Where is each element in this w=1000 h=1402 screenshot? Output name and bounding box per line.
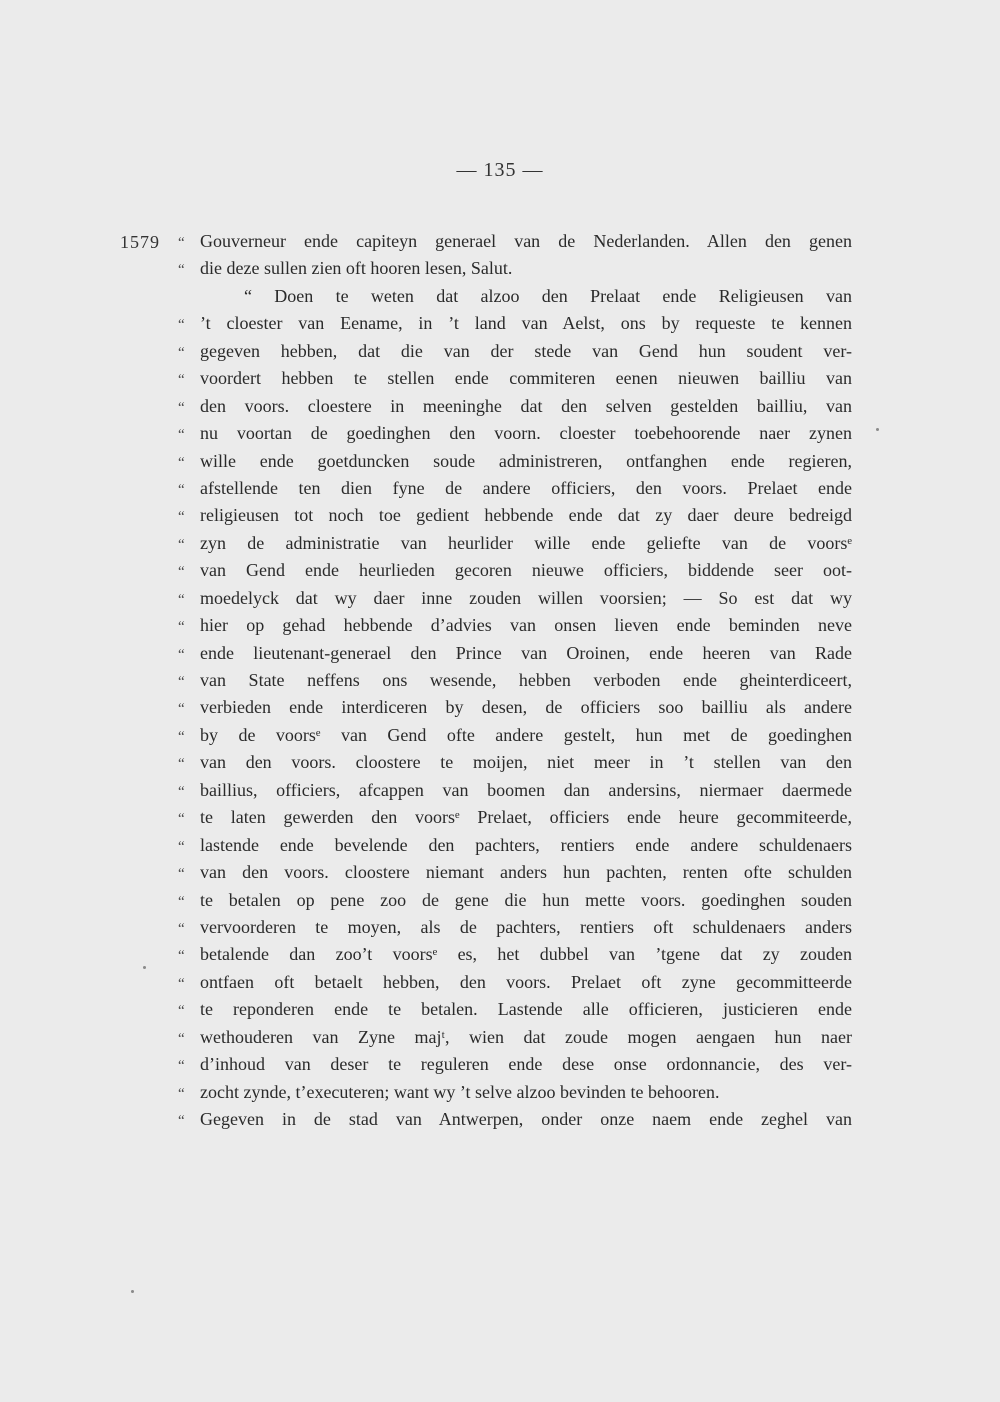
line-text: van Gend ende heurlieden gecoren nieuwe officiers, biddende seer oot-	[200, 560, 852, 581]
text-line	[178, 1106, 852, 1133]
text-line	[178, 996, 852, 1023]
line-quote-mark: “	[178, 619, 185, 636]
line-quote-mark: “	[178, 728, 185, 745]
line-quote-mark: “	[178, 399, 185, 416]
document-body	[178, 228, 852, 1133]
text-line	[178, 228, 852, 255]
line-text: van State neffens ons wesende, hebben verboden ende gheinterdiceert,	[200, 670, 852, 690]
line-quote-mark: “	[178, 701, 185, 718]
line-text: wille ende goetduncken soude administreren, ontfanghen ende regieren,	[200, 450, 852, 471]
line-text: “ Doen te weten dat alzoo den Prelaat ende Religieusen van	[244, 285, 852, 306]
line-quote-mark: “	[178, 344, 185, 361]
line-text: te betalen op pene zoo de gene die hun mette voors. goedinghen souden	[200, 889, 852, 910]
line-text: religieusen tot noch toe gedient hebbende ende dat zy daer deure bedreigd	[200, 505, 852, 526]
line-text: voordert hebben te stellen ende commiteren eenen nieuwen bailliu van	[200, 368, 852, 389]
line-text: baillius, officiers, afcappen van boomen dan andersins, niermaer daermede	[200, 779, 852, 800]
text-line	[178, 1079, 852, 1106]
text-line	[178, 338, 852, 365]
line-text: van den voors. cloostere niemant anders hun pachten, renten ofte schulden	[200, 862, 852, 883]
line-text: by de voorsᵉ van Gend ofte andere gestelt, hun met de goedinghen	[200, 724, 852, 745]
line-quote-mark: “	[178, 564, 185, 581]
text-line	[178, 777, 852, 804]
line-quote-mark: “	[178, 262, 185, 279]
text-line	[178, 832, 852, 859]
text-line	[178, 393, 852, 420]
line-quote-mark: “	[178, 811, 185, 828]
text-line	[178, 667, 852, 694]
line-text: verbieden ende interdiceren by desen, de officiers soo bailliu als andere	[200, 697, 852, 718]
line-text: ende lieutenant-generael den Prince van Oroinen, ende heeren van Rade	[200, 642, 852, 663]
text-line	[178, 475, 852, 502]
text-line	[178, 887, 852, 914]
line-text: hier op gehad hebbende d’advies van onsen lieven ende beminden neve	[200, 615, 852, 636]
line-text: lastende ende bevelende den pachters, rentiers ende andere schuldenaers	[200, 834, 852, 855]
text-line	[178, 612, 852, 639]
text-line	[178, 969, 852, 996]
text-line	[178, 722, 852, 749]
text-line	[178, 804, 852, 831]
text-line	[178, 530, 852, 557]
line-quote-mark: “	[178, 536, 185, 553]
line-text: Gouverneur ende capiteyn generael van de Nederlanden. Allen den genen	[200, 231, 852, 251]
line-quote-mark: “	[178, 1030, 185, 1047]
text-line	[178, 859, 852, 886]
line-text: ontfaen oft betaelt hebben, den voors. Prelaet oft zyne gecommitteerde	[200, 971, 852, 992]
line-quote-mark: “	[178, 756, 185, 773]
line-text: zyn de administratie van heurlider wille ende geliefte van de voorsᵉ	[200, 532, 852, 553]
text-line	[178, 1024, 852, 1051]
line-quote-mark: “	[178, 1085, 185, 1102]
text-line	[178, 310, 852, 337]
line-quote-mark: “	[178, 509, 185, 526]
paper-speck	[131, 1290, 134, 1293]
line-quote-mark: “	[178, 920, 185, 937]
text-line	[178, 283, 852, 310]
text-line	[178, 365, 852, 392]
text-line	[178, 941, 852, 968]
page-number: — 135 —	[456, 159, 544, 181]
line-text: die deze sullen zien oft hooren lesen, Salut.	[200, 258, 513, 279]
line-quote-mark: “	[178, 427, 185, 444]
text-line	[178, 502, 852, 529]
line-quote-mark: “	[178, 1058, 185, 1075]
line-text: van den voors. cloostere te moijen, niet meer in ’t stellen van den	[200, 752, 852, 773]
text-line	[178, 255, 852, 282]
text-line	[178, 1051, 852, 1078]
line-text: wethouderen van Zyne majᵗ, wien dat zoude mogen aengaen hun naer	[200, 1026, 852, 1047]
line-text: Gegeven in de stad van Antwerpen, onder onze naem ende zeghel van	[200, 1109, 852, 1129]
line-text: gegeven hebben, dat die van der stede van Gend hun soudent ver-	[200, 340, 852, 361]
line-quote-mark: “	[178, 591, 185, 608]
line-text: nu voortan de goedinghen den voorn. cloester toebehoorende naer zynen	[200, 423, 852, 444]
line-quote-mark: “	[178, 866, 185, 883]
line-text: den voors. cloestere in meeninghe dat den selven gestelden bailliu, van	[200, 395, 852, 416]
line-text: afstellende ten dien fyne de andere officiers, den voors. Prelaet ende	[200, 477, 852, 498]
line-quote-mark: “	[178, 317, 185, 334]
margin-year: 1579	[120, 232, 160, 252]
line-quote-mark: “	[178, 372, 185, 389]
line-text: betalende dan zoo’t voorsᵉ es, het dubbel van ’tgene dat zy zouden	[200, 944, 852, 965]
line-quote-mark: “	[178, 481, 185, 498]
line-quote-mark: “	[178, 893, 185, 910]
text-line	[178, 585, 852, 612]
line-quote-mark: “	[178, 838, 185, 855]
line-text: te reponderen ende te betalen. Lastende alle officieren, justicieren ende	[200, 999, 852, 1020]
line-quote-mark: “	[178, 1003, 185, 1020]
paper-speck	[876, 428, 879, 431]
line-quote-mark: “	[178, 235, 185, 251]
line-text: vervoorderen te moyen, als de pachters, rentiers oft schuldenaers anders	[200, 916, 852, 937]
text-line	[178, 557, 852, 584]
line-text: ’t cloester van Eename, in ’t land van Aelst, ons by requeste te kennen	[200, 313, 852, 334]
line-quote-mark: “	[178, 783, 185, 800]
line-quote-mark: “	[178, 646, 185, 663]
text-line	[178, 749, 852, 776]
line-quote-mark: “	[178, 975, 185, 992]
text-line	[178, 420, 852, 447]
line-text: te laten gewerden den voorsᵉ Prelaet, officiers ende heure gecommiteerde,	[200, 807, 852, 828]
text-line	[178, 448, 852, 475]
line-quote-mark: “	[178, 454, 185, 471]
text-line	[178, 694, 852, 721]
text-line	[178, 914, 852, 941]
line-text: moedelyck dat wy daer inne zouden willen voorsien; — So est dat wy	[200, 587, 852, 608]
line-text: d’inhoud van deser te reguleren ende dese onse ordonnancie, des ver-	[200, 1054, 852, 1075]
text-line	[178, 640, 852, 667]
line-quote-mark: “	[178, 948, 185, 965]
paper-speck	[143, 966, 146, 969]
line-text: zocht zynde, t’executeren; want wy ’t selve alzoo bevinden te behooren.	[200, 1081, 720, 1102]
line-quote-mark: “	[178, 674, 185, 690]
line-quote-mark: “	[178, 1113, 185, 1129]
